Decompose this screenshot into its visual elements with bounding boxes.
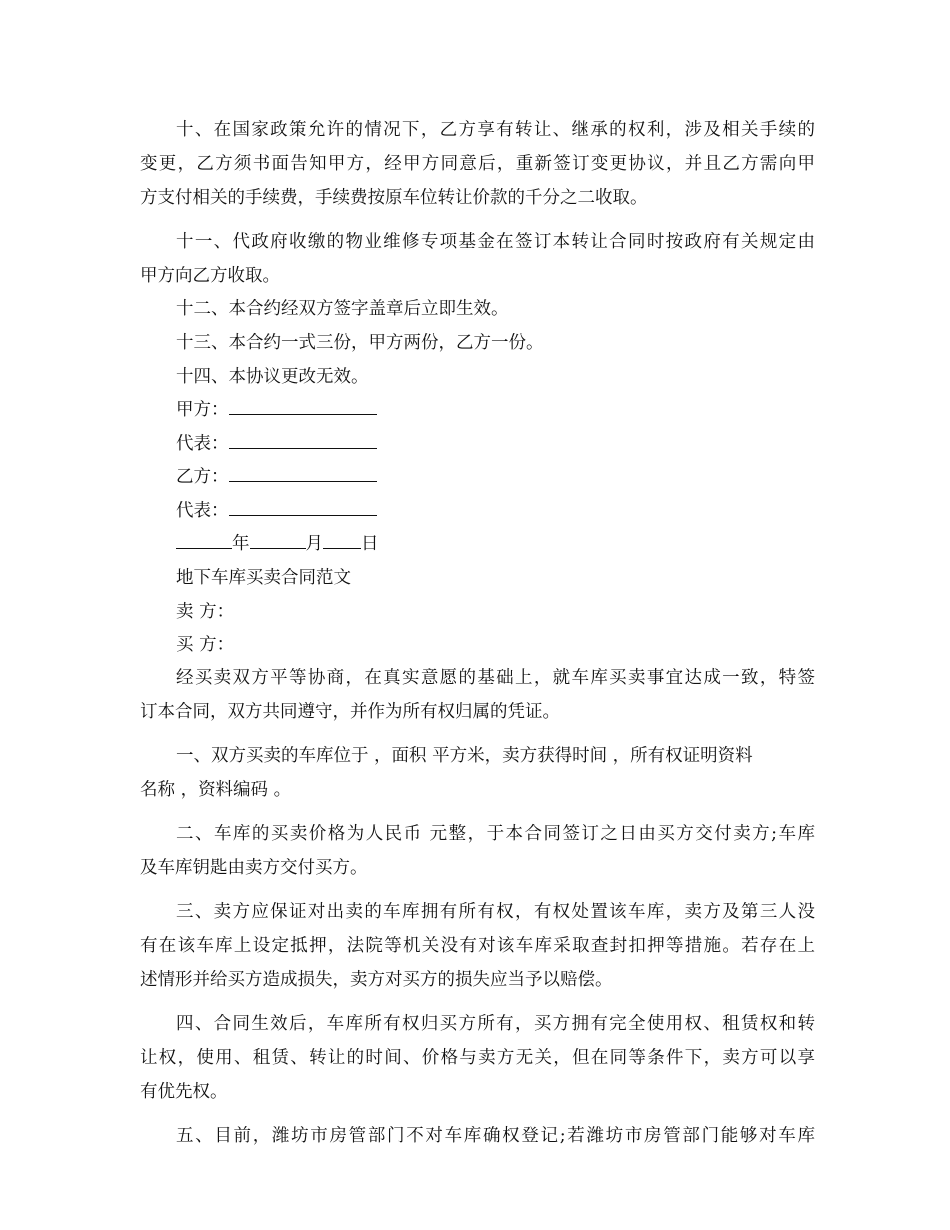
buyer-line: 买 方： bbox=[176, 635, 235, 655]
paragraph-11-line-2: 甲方向乙方收取。 bbox=[140, 266, 280, 286]
intro-line-1: 经买卖双方平等协商，在真实意愿的基础上，就车库买卖事宜达成一致，特签 bbox=[176, 668, 815, 688]
party-a-label: 甲方： bbox=[176, 400, 229, 420]
rep-a-label: 代表： bbox=[176, 434, 229, 454]
paragraph-11-line-1: 十一、代政府收缴的物业维修专项基金在签订本转让合同时按政府有关规定由 bbox=[176, 232, 815, 252]
contract-title: 地下车库买卖合同范文 bbox=[176, 568, 351, 588]
rep-b-label: 代表： bbox=[176, 501, 229, 521]
rep-b-blank bbox=[229, 497, 377, 516]
intro-line-2: 订本合同，双方共同遵守，并作为所有权归属的凭证。 bbox=[140, 702, 560, 722]
clause-3-line-2: 有在该车库上设定抵押，法院等机关没有对该车库采取查封扣押等措施。若存在上 bbox=[140, 936, 815, 956]
day-label: 日 bbox=[361, 534, 379, 554]
paragraph-10-line-3: 方支付相关的手续费，手续费按原车位转让价款的千分之二收取。 bbox=[140, 188, 648, 208]
day-blank bbox=[323, 530, 361, 549]
paragraph-14: 十四、本协议更改无效。 bbox=[176, 367, 369, 387]
clause-3-line-3: 述情形并给买方造成损失，卖方对买方的损失应当予以赔偿。 bbox=[140, 970, 613, 990]
clause-4-line-3: 有优先权。 bbox=[140, 1082, 228, 1102]
clause-1-line-1: 一、双方买卖的车库位于 ，面积 平方米，卖方获得时间 ，所有权证明资料 bbox=[176, 746, 753, 766]
rep-a-blank bbox=[229, 430, 377, 449]
party-a-blank bbox=[229, 396, 377, 415]
clause-2-line-2: 及车库钥匙由卖方交付买方。 bbox=[140, 858, 368, 878]
date-line bbox=[176, 530, 815, 558]
paragraph-10-line-1: 十、在国家政策允许的情况下，乙方享有转让、继承的权利，涉及相关手续的 bbox=[176, 120, 815, 140]
paragraph-13: 十三、本合约一式三份，甲方两份，乙方一份。 bbox=[176, 333, 544, 353]
party-b-blank bbox=[229, 463, 377, 482]
clause-4-line-1: 四、合同生效后，车库所有权归买方所有，买方拥有完全使用权、租赁权和转 bbox=[176, 1014, 815, 1034]
month-label: 月 bbox=[305, 534, 323, 554]
party-b-label: 乙方： bbox=[176, 467, 229, 487]
clause-4-line-2: 让权，使用、租赁、转让的时间、价格与卖方无关，但在同等条件下，卖方可以享 bbox=[140, 1048, 815, 1068]
clause-5-line-1: 五、目前，潍坊市房管部门不对车库确权登记;若潍坊市房管部门能够对车库 bbox=[176, 1126, 815, 1146]
signature-party-a bbox=[176, 396, 815, 424]
signature-rep-a bbox=[176, 430, 815, 458]
year-blank bbox=[176, 530, 232, 549]
paragraph-12: 十二、本合约经双方签字盖章后立即生效。 bbox=[176, 299, 509, 319]
clause-3-line-1: 三、卖方应保证对出卖的车库拥有所有权，有权处置该车库，卖方及第三人没 bbox=[176, 902, 815, 922]
month-blank bbox=[250, 530, 306, 549]
signature-rep-b bbox=[176, 497, 815, 525]
clause-2-line-1: 二、车库的买卖价格为人民币 元整，于本合同签订之日由买方交付卖方;车库 bbox=[176, 824, 815, 844]
signature-party-b bbox=[176, 463, 815, 491]
year-label: 年 bbox=[232, 534, 250, 554]
clause-1-line-2: 名称 ，资料编码 。 bbox=[140, 780, 292, 800]
paragraph-10-line-2: 变更，乙方须书面告知甲方，经甲方同意后，重新签订变更协议，并且乙方需向甲 bbox=[140, 154, 815, 174]
seller-line: 卖 方： bbox=[176, 602, 235, 622]
